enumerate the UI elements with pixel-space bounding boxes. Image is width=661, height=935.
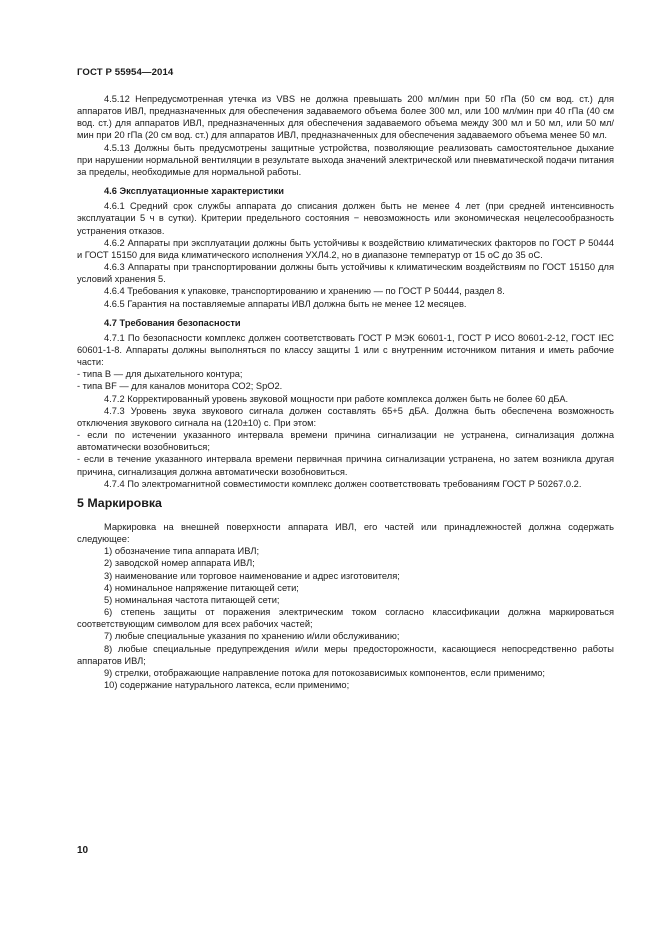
clause-4-5-13: 4.5.13 Должны быть предусмотрены защитные устройства, позволяющие реализовать самостоятельное дыхание при нарушении нормальной вентиляции в результате выхода значений электрической или пневматической подачи питания за пределы, необходимые для нормальной работы. [77,142,614,177]
clause-4-6-4: 4.6.4 Требования к упаковке, транспортированию и хранению — по ГОСТ Р 50444, раздел 8. [104,286,505,297]
clause-4-6-2: 4.6.2 Аппараты при эксплуатации должны быть устойчивы к воздействию климатических факторов по ГОСТ Р 50444 и ГОСТ 15150 для вида климатического исполнения УХЛ4.2, но в диапазоне температур от 15 оС до 35 оС. [77,237,614,260]
marking-item-1: 1) обозначение типа аппарата ИВЛ; [104,546,260,557]
marking-item-9: 9) стрелки, отображающие направление потока для потокозависимых компонентов, если применимо; [104,667,545,678]
clause-4-6-5: 4.6.5 Гарантия на поставляемые аппараты ИВЛ должна быть не менее 12 месяцев. [104,298,467,309]
list-item-type-bf: - типа BF — для каналов монитора СО2; SpO2. [77,381,283,392]
marking-item-7: 7) любые специальные указания по хранению и/или обслуживанию; [104,631,400,642]
subsection-title-4-6: 4.6 Эксплуатационные характеристики [104,186,284,197]
page-number: 10 [77,845,89,856]
clause-4-6-1: 4.6.1 Средний срок службы аппарата до списания должен быть не менее 4 лет (при средней интенсивность эксплуатации 5 ч в сутки). Критерии предельного состояния − невозможность или экономическая нецелесообразность устранения отказов. [77,201,614,236]
marking-item-8: 8) любые специальные предупреждения и/или меры предосторожности, касающиеся непосредственно работы аппаратов ИВЛ; [77,643,614,666]
clause-4-7-1: 4.7.1 По безопасности комплекс должен соответствовать ГОСТ Р МЭК 60601-1, ГОСТ Р ИСО 80601-2-12, ГОСТ IEC 60601-1-8. Аппараты должны выполняться по классу защиты 1 или с внутренним источником питания и иметь рабочие части: [77,332,614,368]
section-title-5: 5 Маркировка [77,495,162,510]
clause-4-5-12: 4.5.12 Непредусмотренная утечка из VBS не должна превышать 200 мл/мин при 50 гПа (50 см вод. ст.) для аппаратов ИВЛ, предназначенных для обеспечения задаваемого объема более 300 мл, или 100 мл/мин при 40 гПа (40 см вод. ст.) для аппаратов ИВЛ, предназначенных для обеспечения задаваемого объема между 300 мл и 50 мл, или 50 мл/мин при 20 гПа (20 см вод. ст.) для аппаратов ИВЛ, предназначенных для обеспечения задаваемого объема менее 50 мл. [77,94,614,141]
marking-item-10: 10) содержание натурального латекса, если применимо; [104,680,350,691]
marking-item-5: 5) номинальная частота питающей сети; [104,594,280,605]
clause-4-7-2: 4.7.2 Корректированный уровень звуковой мощности при работе комплекса должен быть не более 60 дБА. [104,393,569,404]
standard-header: ГОСТ Р 55954—2014 [77,67,174,78]
clause-4-6-3: 4.6.3 Аппараты при транспортировании должны быть устойчивы к климатическим воздействиям по ГОСТ 15150 для условий хранения 5. [77,262,614,285]
clause-4-7-3: 4.7.3 Уровень звука звукового сигнала должен составлять 65+5 дБА. Должна быть обеспечена возможность отключения звукового сигнала на (120±10) с. При этом: [77,405,614,428]
section-5-intro: Маркировка на внешней поверхности аппарата ИВЛ, его частей или принадлежностей должна содержать следующее: [77,522,614,545]
list-item-alarm-resume-1: - если по истечении указанного интервала времени причина сигнализации не устранена, сигнализация должна автоматически возобновиться; [77,430,614,453]
page-content [77,93,614,691]
marking-item-3: 3) наименование или торговое наименование и адрес изготовителя; [104,570,400,581]
subsection-title-4-7: 4.7 Требования безопасности [104,317,241,328]
marking-item-6: 6) степень защиты от поражения электрическим током согласно классификации должна маркироваться соответствующим символом для всех рабочих частей; [77,607,614,630]
clause-4-7-4: 4.7.4 По электромагнитной совместимости комплекс должен соответствовать требованиям ГОСТ Р 50267.0.2. [104,478,582,489]
list-item-type-b: - типа В — для дыхательного контура; [77,369,243,380]
marking-item-2: 2) заводской номер аппарата ИВЛ; [104,558,255,569]
marking-item-4: 4) номинальное напряжение питающей сети; [104,582,299,593]
list-item-alarm-resume-2: - если в течение указанного интервала времени первичная причина сигнализации устранена, но затем возникла другая причина, сигнализация должна автоматически возобновиться. [77,454,614,477]
